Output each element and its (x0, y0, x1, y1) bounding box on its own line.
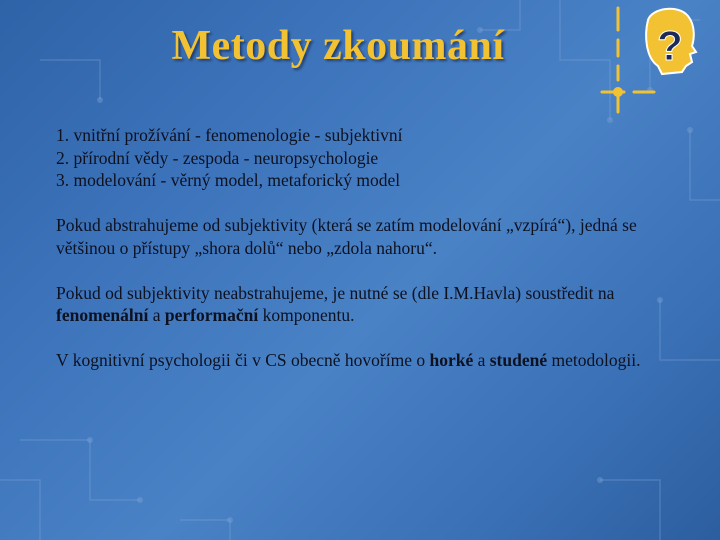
paragraph-text: a (473, 350, 490, 370)
list-item: 3. modelování - věrný model, metaforický model (56, 170, 401, 190)
slide-title: Metody zkoumání (171, 23, 505, 69)
emphasis-cold: studené (489, 350, 548, 370)
paragraph-top-down: Pokud abstrahujeme od subjektivity (která se zatím modelování „vzpírá“), jedná se většinou o přístupy „shora dolů“ nebo „zdola nahoru“. (56, 215, 637, 258)
list-item: 2. přírodní vědy - zespoda - neuropsychologie (56, 147, 379, 168)
paragraph-text: Pokud od subjektivity neabstrahujeme, je nutné se (dle I.M.Havla) soustředit na (56, 282, 615, 303)
paragraph-text: V kognitivní psychologii či v CS obecně hovoříme o (56, 350, 430, 370)
emphasis-hot: horké (429, 350, 474, 370)
slide-body (56, 124, 656, 372)
emphasis-performative: performační (164, 305, 259, 325)
paragraph-text: a (148, 305, 165, 325)
paragraph-methodology (56, 349, 656, 372)
question-glyph: ? (657, 22, 683, 69)
list-item: 1. vnitřní prožívání - fenomenologie - subjektivní (56, 125, 403, 145)
paragraph-subjectivity (56, 282, 656, 327)
paragraph-text: metodologii. (547, 350, 641, 370)
emphasis-phenomenal: fenomenální (56, 305, 149, 325)
head-question-icon (596, 0, 720, 120)
paragraph-text: komponentu. (258, 305, 355, 325)
